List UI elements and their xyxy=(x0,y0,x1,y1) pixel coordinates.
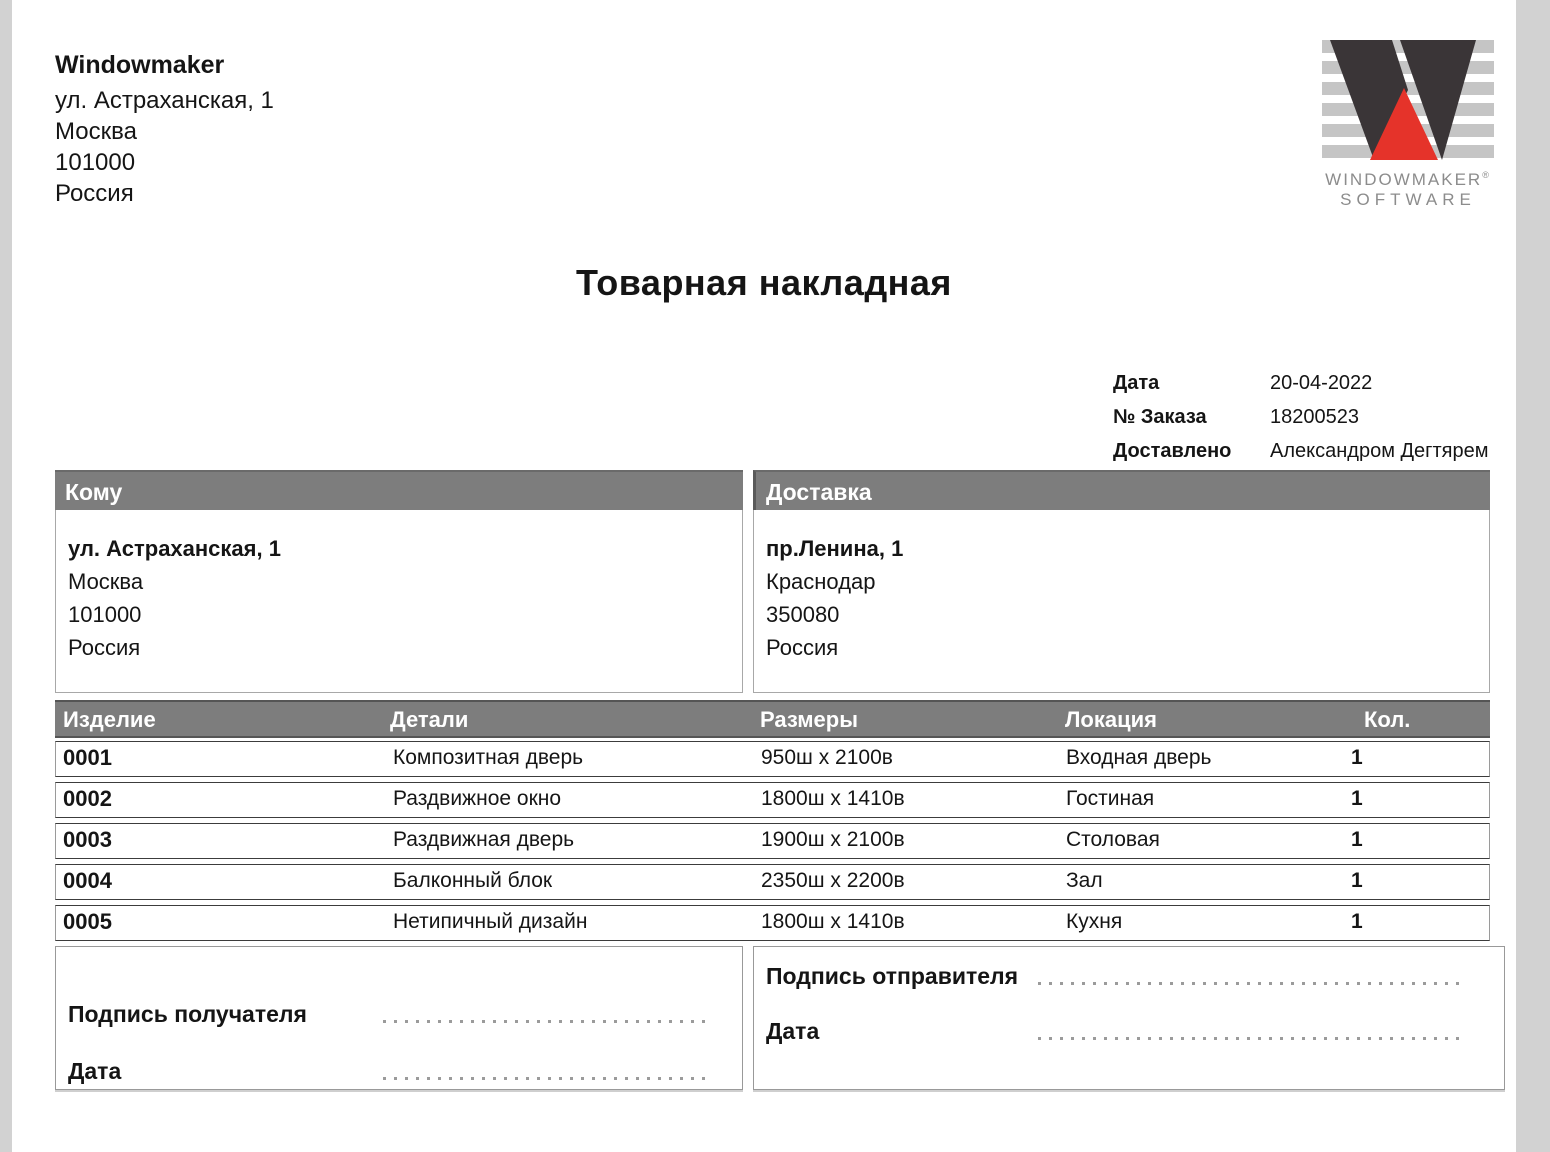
document-title: Товарная накладная xyxy=(576,262,952,303)
recipient-address xyxy=(55,510,743,693)
meta-value-delivered-by: Александром Дегтярем xyxy=(1270,440,1489,462)
sender-date-line xyxy=(1038,1037,1462,1040)
recipient-address-line: ул. Астраханская, 1 xyxy=(68,536,281,561)
item-details: Нетипичный дизайн xyxy=(393,910,588,933)
item-code: 0005 xyxy=(63,909,112,934)
receiver-signature-box xyxy=(55,946,743,1090)
meta-label-order-number: № Заказа xyxy=(1113,406,1207,428)
recipient-address-line: Россия xyxy=(68,635,141,660)
item-size: 950ш x 2100в xyxy=(761,746,893,769)
item-size: 1800ш x 1410в xyxy=(761,787,905,810)
meta-label-delivered-by: Доставлено xyxy=(1113,440,1232,462)
sender-signature-row xyxy=(766,961,1462,992)
recipient-address-line: Москва xyxy=(68,569,144,594)
column-header-details: Детали xyxy=(390,707,469,732)
recipient-address-line: 101000 xyxy=(68,602,142,627)
item-code: 0001 xyxy=(63,745,112,770)
table-row xyxy=(55,905,1490,941)
column-header-location: Локация xyxy=(1065,707,1158,732)
receiver-signature-label: Подпись получателя xyxy=(68,1001,307,1027)
sender-company-name: Windowmaker xyxy=(55,51,225,79)
delivery-address-line: Россия xyxy=(766,635,839,660)
item-details: Балконный блок xyxy=(393,869,553,892)
sender-date-row xyxy=(766,1016,1462,1047)
delivery-address-line: Краснодар xyxy=(766,569,876,594)
windowmaker-logo xyxy=(1308,38,1508,210)
receiver-signature-row xyxy=(68,999,712,1030)
table-row xyxy=(55,864,1490,900)
delivery-note-page xyxy=(12,0,1516,1152)
item-size: 1800ш x 1410в xyxy=(761,910,905,933)
sender-date-label: Дата xyxy=(766,1018,820,1044)
sender-signature-box xyxy=(753,946,1505,1090)
column-header-quantity: Кол. xyxy=(1364,707,1411,732)
item-location: Гостиная xyxy=(1066,787,1155,810)
delivery-section xyxy=(753,470,1490,693)
item-size: 2350ш x 2200в xyxy=(761,869,905,892)
item-location: Зал xyxy=(1066,869,1103,892)
items-table xyxy=(55,700,1490,946)
item-size: 1900ш x 2100в xyxy=(761,828,905,851)
logo-subtitle-text: SOFTWARE xyxy=(1340,190,1476,209)
sender-signature-label: Подпись отправителя xyxy=(766,963,1019,989)
item-details: Композитная дверь xyxy=(393,746,584,769)
item-quantity: 1 xyxy=(1351,869,1363,892)
sender-address-line: Москва xyxy=(55,118,137,145)
delivery-address-line: пр.Ленина, 1 xyxy=(766,536,904,561)
delivery-section-header: Доставка xyxy=(753,470,1490,510)
column-header-item: Изделие xyxy=(63,707,156,732)
meta-label-date: Дата xyxy=(1113,372,1160,394)
item-code: 0002 xyxy=(63,786,112,811)
meta-value-date: 20-04-2022 xyxy=(1270,372,1373,394)
receiver-date-line xyxy=(383,1077,712,1080)
signature-section xyxy=(55,946,1505,1090)
receiver-date-row xyxy=(68,1056,712,1087)
sender-address-line: ул. Астраханская, 1 xyxy=(55,87,274,114)
item-location: Кухня xyxy=(1066,910,1123,933)
item-code: 0004 xyxy=(63,868,112,893)
recipient-section-header: Кому xyxy=(55,470,743,510)
item-quantity: 1 xyxy=(1351,828,1363,851)
table-row xyxy=(55,741,1490,777)
item-location: Входная дверь xyxy=(1066,746,1212,769)
meta-value-order-number: 18200523 xyxy=(1270,406,1359,428)
sender-address-line: 101000 xyxy=(55,149,136,176)
item-quantity: 1 xyxy=(1351,746,1363,769)
sender-address-block xyxy=(55,50,274,209)
recipient-section xyxy=(55,470,743,693)
item-location: Столовая xyxy=(1066,828,1160,851)
sender-signature-line xyxy=(1038,982,1462,985)
items-table-header xyxy=(55,700,1490,738)
item-quantity: 1 xyxy=(1351,787,1363,810)
registered-mark: ® xyxy=(1482,170,1491,180)
item-code: 0003 xyxy=(63,827,112,852)
delivery-address xyxy=(753,510,1490,693)
table-row xyxy=(55,823,1490,859)
sender-address-line: Россия xyxy=(55,180,134,207)
address-section xyxy=(55,470,1490,693)
item-details: Раздвижное окно xyxy=(393,787,562,810)
item-details: Раздвижная дверь xyxy=(393,828,575,851)
windowmaker-logo-icon xyxy=(1318,38,1498,164)
table-row xyxy=(55,782,1490,818)
column-header-sizes: Размеры xyxy=(760,707,859,732)
receiver-signature-line xyxy=(383,1020,712,1023)
receiver-date-label: Дата xyxy=(68,1058,122,1084)
logo-brand-text: WINDOWMAKER® xyxy=(1325,170,1491,189)
item-quantity: 1 xyxy=(1351,910,1363,933)
order-meta-block xyxy=(1113,372,1488,474)
delivery-address-line: 350080 xyxy=(766,602,840,627)
